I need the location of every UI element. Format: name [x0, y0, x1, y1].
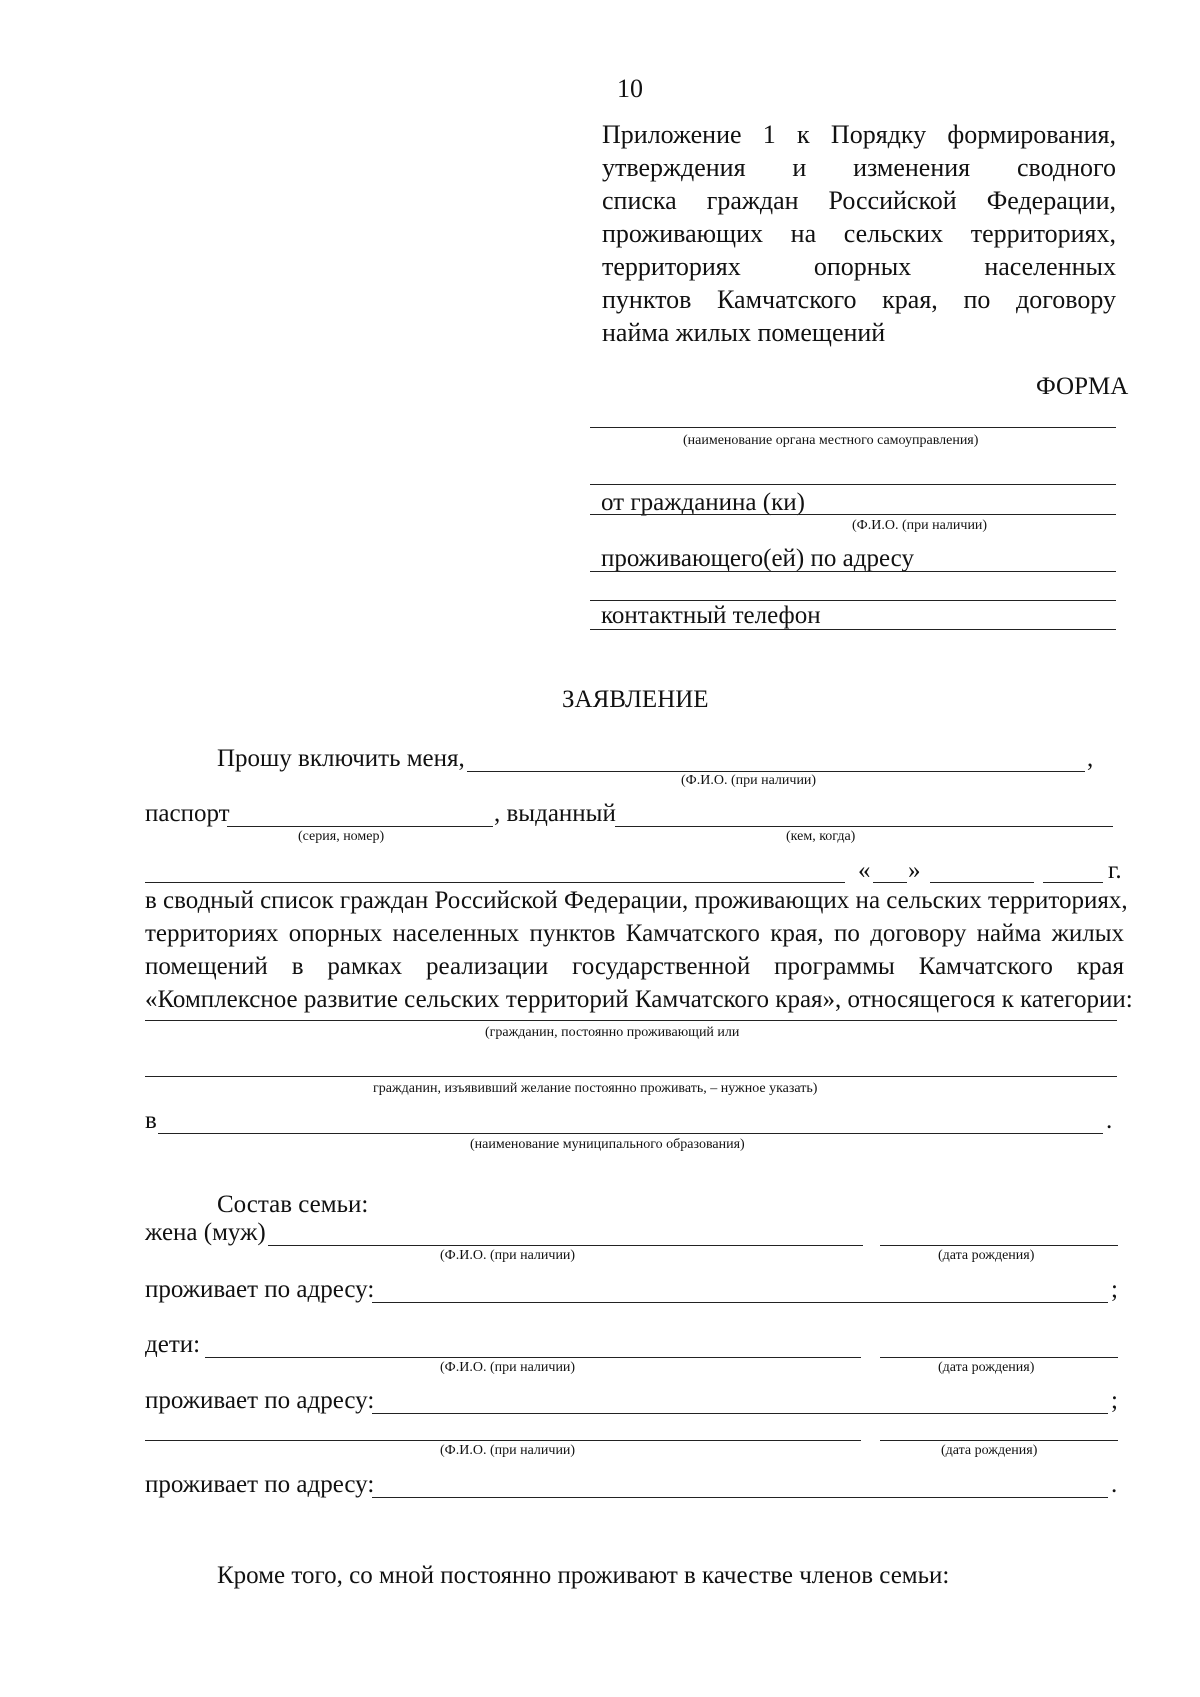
child2-fio-line[interactable] — [145, 1440, 861, 1441]
applicant-fio-caption: (Ф.И.О. (при наличии) — [681, 773, 817, 788]
page-number: 10 — [617, 74, 643, 103]
paragraph-line: в сводный список граждан Российской Федерации, проживающих на сельских территориях, — [145, 887, 1128, 914]
children-label: дети: — [145, 1331, 201, 1358]
statement-title: ЗАЯВЛЕНИЕ — [562, 686, 709, 713]
child1-birthdate-caption: (дата рождения) — [938, 1360, 1035, 1375]
passport-label: паспорт — [145, 800, 230, 827]
appendix-line: территориях опорных населенных — [602, 252, 1116, 281]
child2-address-line[interactable] — [372, 1497, 1108, 1498]
issue-day-line[interactable] — [873, 882, 907, 883]
form-label: ФОРМА — [1036, 373, 1129, 400]
category-line-1[interactable] — [145, 1020, 1117, 1021]
child2-fio-caption: (Ф.И.О. (при наличии) — [440, 1443, 576, 1458]
issue-year-line[interactable] — [1043, 882, 1103, 883]
statement-paragraph — [145, 884, 1133, 1016]
child1-birthdate-line[interactable] — [880, 1357, 1118, 1358]
other-family-members-text: Кроме того, со мной постоянно проживают в качестве членов семьи: — [217, 1562, 950, 1589]
org-name-line[interactable] — [590, 427, 1116, 428]
appendix-header — [602, 118, 1116, 349]
child2-address-label: проживает по адресу: — [145, 1471, 375, 1498]
child2-birthdate-line[interactable] — [880, 1440, 1118, 1441]
spouse-address-semicolon: ; — [1111, 1276, 1118, 1303]
from-citizen-label: от гражданина (ки) — [601, 489, 805, 516]
category-caption-1: (гражданин, постоянно проживающий или — [485, 1025, 740, 1040]
comma: , — [1087, 745, 1094, 772]
child2-birthdate-caption: (дата рождения) — [941, 1443, 1038, 1458]
date-close-quote: » — [908, 857, 921, 884]
paragraph-line: помещений в рамках реализации государственной программы Камчатского края — [145, 953, 1124, 980]
appendix-line: пунктов Камчатского края, по договору — [602, 285, 1116, 314]
residing-address-label: проживающего(ей) по адресу — [601, 545, 914, 572]
appendix-line: списка граждан Российской Федерации, — [602, 186, 1116, 215]
org-name-caption: (наименование органа местного самоуправления) — [683, 433, 979, 448]
child1-address-line[interactable] — [372, 1413, 1108, 1414]
paragraph-line: «Комплексное развитие сельских территорий Камчатского края», относящегося к категории: — [145, 986, 1133, 1013]
applicant-fio-line[interactable] — [467, 771, 1085, 772]
appendix-line: Приложение 1 к Порядку формирования, — [602, 120, 1116, 149]
issuer-continuation-line[interactable] — [145, 882, 845, 883]
passport-series-caption: (серия, номер) — [298, 829, 385, 844]
contact-phone-label: контактный телефон — [601, 602, 821, 629]
child1-fio-line[interactable] — [205, 1357, 861, 1358]
appendix-line: найма жилых помещений — [602, 318, 886, 347]
spouse-fio-caption: (Ф.И.О. (при наличии) — [440, 1248, 576, 1263]
passport-number-line[interactable] — [227, 826, 493, 827]
spouse-address-line[interactable] — [372, 1302, 1108, 1303]
spouse-fio-line[interactable] — [268, 1245, 863, 1246]
category-caption-2: гражданин, изъявивший желание постоянно проживать, – нужное указать) — [373, 1081, 818, 1096]
citizen-fio-caption: (Ф.И.О. (при наличии) — [852, 518, 988, 533]
child1-fio-caption: (Ф.И.О. (при наличии) — [440, 1360, 576, 1375]
appendix-line: проживающих на сельских территориях, — [602, 219, 1116, 248]
child1-address-semicolon: ; — [1111, 1387, 1118, 1414]
municipality-line[interactable] — [158, 1133, 1103, 1134]
date-open-quote: « — [858, 857, 871, 884]
addressee-blank-line[interactable] — [590, 484, 1116, 485]
passport-issued-caption: (кем, когда) — [786, 829, 856, 844]
in-label: в — [145, 1107, 157, 1134]
spouse-address-label: проживает по адресу: — [145, 1276, 375, 1303]
municipality-caption: (наименование муниципального образования) — [470, 1137, 745, 1152]
passport-issued-line[interactable] — [615, 826, 1113, 827]
request-text: Прошу включить меня, — [217, 745, 465, 772]
spouse-label: жена (муж) — [145, 1219, 266, 1246]
issue-month-line[interactable] — [930, 882, 1034, 883]
child2-address-period: . — [1111, 1471, 1118, 1498]
family-heading: Состав семьи: — [217, 1191, 369, 1218]
spouse-birthdate-caption: (дата рождения) — [938, 1248, 1035, 1263]
category-line-2[interactable] — [145, 1076, 1117, 1077]
spouse-birthdate-line[interactable] — [880, 1245, 1118, 1246]
issued-label: , выданный — [494, 800, 616, 827]
paragraph-line: территориях опорных населенных пунктов Камчатского края, по договору найма жилых — [145, 920, 1124, 947]
citizen-name-line[interactable] — [590, 514, 1116, 515]
year-suffix: г. — [1108, 857, 1122, 884]
contact-phone-line[interactable] — [590, 629, 1116, 630]
appendix-line: утверждения и изменения сводного — [602, 153, 1116, 182]
address-line-1[interactable] — [590, 571, 1116, 572]
child1-address-label: проживает по адресу: — [145, 1387, 375, 1414]
municipality-period: . — [1106, 1107, 1113, 1134]
